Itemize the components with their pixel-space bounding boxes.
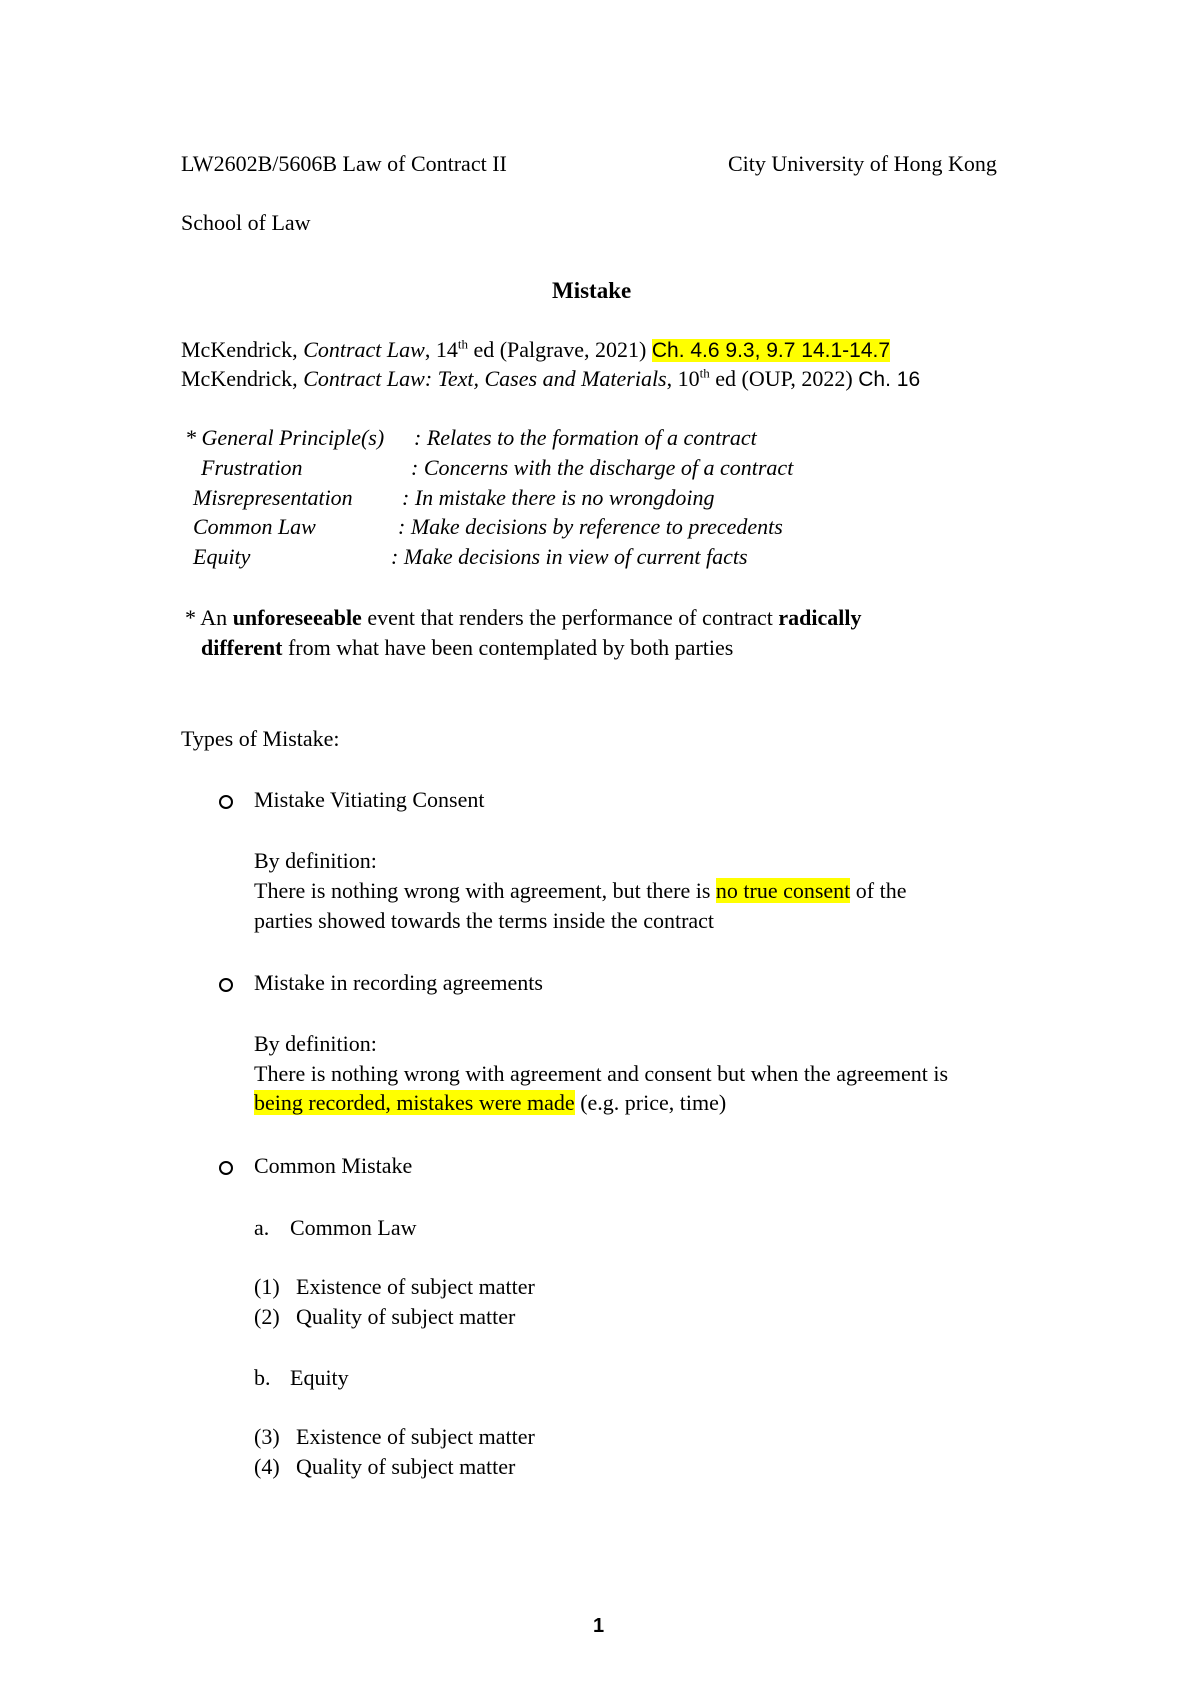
list-item-number: (2): [254, 1304, 280, 1329]
definition-label: By definition:: [254, 1031, 377, 1056]
type-name: Mistake in recording agreements: [254, 970, 543, 995]
list-item-number: (4): [254, 1454, 280, 1479]
course-title: LW2602B/5606B Law of Contract II: [181, 151, 507, 176]
definition-label: By definition:: [254, 848, 377, 873]
type-name: Common Mistake: [254, 1153, 413, 1178]
principle-term: * General Principle(s): [185, 425, 385, 450]
definition-text: being recorded, mistakes were made (e.g. price, time): [254, 1090, 727, 1115]
list-item: Existence of subject matter: [296, 1274, 535, 1299]
bullet-icon: [219, 795, 233, 809]
list-item: Quality of subject matter: [296, 1454, 516, 1479]
university-name: City University of Hong Kong: [728, 151, 997, 176]
sub-heading-label: b.: [254, 1365, 271, 1390]
page-title: Mistake: [552, 278, 632, 303]
school-name: School of Law: [181, 210, 311, 235]
principle-desc: : Concerns with the discharge of a contract: [411, 455, 794, 480]
definition-text: There is nothing wrong with agreement and consent but when the agreement is: [254, 1061, 949, 1086]
principle-term: Misrepresentation: [193, 485, 353, 510]
bullet-icon: [219, 978, 233, 992]
bullet-icon: [219, 1161, 233, 1175]
principle-desc: : Make decisions by reference to precedents: [398, 514, 783, 539]
sub-heading-label: a.: [254, 1215, 270, 1240]
principle-desc: : Make decisions in view of current facts: [391, 544, 748, 569]
list-item-number: (1): [254, 1274, 280, 1299]
definition-text: parties showed towards the terms inside the contract: [254, 908, 715, 933]
principle-desc: : Relates to the formation of a contract: [414, 425, 757, 450]
type-name: Mistake Vitiating Consent: [254, 787, 485, 812]
principle-term: Common Law: [193, 514, 316, 539]
principle-desc: : In mistake there is no wrongdoing: [402, 485, 715, 510]
principle-term: Frustration: [201, 455, 303, 480]
list-item-number: (3): [254, 1424, 280, 1449]
definition-note-line1: * An unforeseeable event that renders the performance of contract radically: [185, 605, 862, 630]
sub-heading: Equity: [290, 1365, 349, 1390]
reference-2: McKendrick, Contract Law: Text, Cases and Materials, 10th ed (OUP, 2022) Ch. 16: [181, 365, 921, 391]
types-heading: Types of Mistake:: [181, 726, 340, 751]
list-item: Quality of subject matter: [296, 1304, 516, 1329]
reference-1: McKendrick, Contract Law, 14th ed (Palgrave, 2021) Ch. 4.6 9.3, 9.7 14.1-14.7: [181, 336, 891, 362]
definition-note-line2: different from what have been contemplated by both parties: [201, 635, 734, 660]
sub-heading: Common Law: [290, 1215, 417, 1240]
definition-text: There is nothing wrong with agreement, but there is no true consent of the: [254, 878, 907, 903]
page-number: 1: [593, 1615, 605, 1637]
principle-term: Equity: [193, 544, 251, 569]
list-item: Existence of subject matter: [296, 1424, 535, 1449]
